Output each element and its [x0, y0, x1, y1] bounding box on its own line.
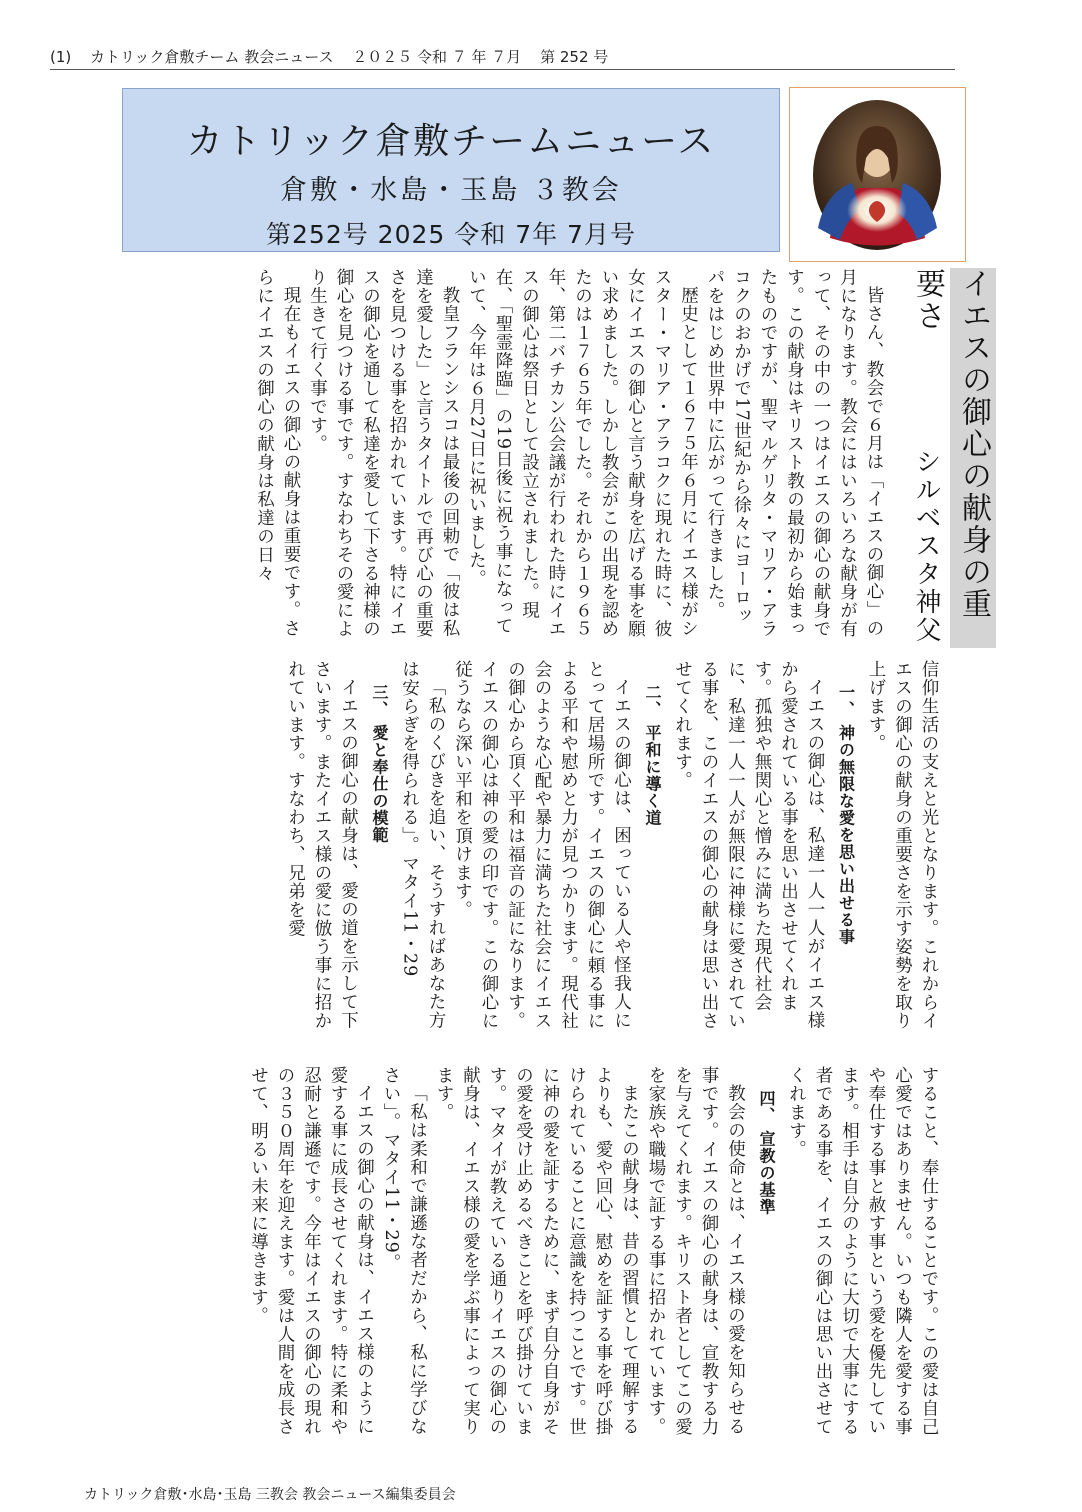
body-paragraph: イエスの御心の献身は、愛の道を示して下さいます。またイエス様の愛に倣う事に招かれています。すなわち、兄弟を愛 — [285, 660, 359, 1030]
header-team: カトリック倉敷チーム 教会ニュース — [90, 48, 334, 66]
body-paragraph: 信仰生活の支えと光となります。これからイエスの御心の献身の重要さを示す姿勢を取り上げます。 — [866, 660, 939, 1030]
body-paragraph: イエスの御心の献身は、イエス様のように愛する事に成長させてくれます。特に柔和や忍耐と謙遜です。今年はイエスの御心の現れの３５０周年を迎えます。愛は人間を成長させて、明るい未来に導きます。 — [248, 1066, 375, 1436]
body-paragraph: すること、奉仕することです。この愛は自己心愛ではありません。いつも隣人を愛する事や奉仕する事と赦す事という愛を優先しています。相手は自分のように大切で大事にする者である事を、イエスの御心は思い出させてくれます。 — [786, 1066, 939, 1436]
masthead-issue: 第252号 2025 令和 7年 7月号 — [266, 220, 636, 249]
masthead-title: カトリック倉敷チームニュース — [186, 121, 716, 162]
body-paragraph: 歴史として１６７５年６月にイエス様がシスター・マリア・アラコクに現れた時に、彼女にイエスの御心と言う献身を広げる事を願い求めました。しかし教会がこの出現を認めたのは１７６５年でした。それから１９６５年、第二バチカン公会議が行われた時にイエスの御心は祭日として設立されました。現在、「聖霊降臨」の19日後に祝う事になっていて、今年は６月27日に祝いました。 — [466, 268, 699, 638]
article-author: シルベスタ神父 — [911, 448, 941, 644]
body-paragraph: またこの献身は、昔の習慣として理解するよりも、愛や回心、慰めを証する事を呼び掛けられていることに意識を持つことです。世に神の愛を証するために、まず自分自身がその愛を受け止めるべきことを呼び掛けています。マタイが教えている通りイエスの御心の献身は、イエス様の愛を学ぶ事によって実ります。 — [434, 1066, 640, 1436]
header-rule — [50, 69, 955, 70]
sacred-heart-illustration — [790, 88, 965, 261]
masthead-subtitle: 倉敷・水島・玉島 ３教会 — [280, 175, 622, 206]
body-paragraph: 皆さん、教会で６月は「イエスの御心」の月になります。教会にはいろいろな献身が有って、その中の一つはイエスの御心の献身です。この献身はキリスト教の最初から始まったものですが、聖マルゲリタ・マリア・アラコクのおかげで17世紀から徐々にヨーロッパをはじめ世界中に広がって行きました。 — [705, 268, 884, 638]
body-paragraph: 教皇フランシスコは最後の回勅で「彼は私達を愛した」と言うタイトルで再び心の重要さを見つける事を招かれています。特にイエスの御心を通して私達を愛して下さる神様の御心を見つける事です。すなわちその愛により生きて行く事です。 — [307, 268, 460, 638]
text-column-lower — [92, 1066, 942, 1446]
footer-credit: カトリック倉敷･水島･玉島 三教会 教会ニュース編集委員会 — [84, 1487, 456, 1503]
sacred-heart-image — [789, 87, 966, 262]
body-paragraph: イエスの御心は、私達一人一人がイエス様から愛されている事を思い出させてくれます。孤独や無関心と憎みに満ちた現代社会に、私達一人一人が無限に神様に愛されている事を、このイエスの御心の献身は思い出させてくれます。 — [672, 660, 825, 1030]
body-paragraph: イエスの御心は、困っている人や怪我人にとって居場所です。イエスの御心に頼る事による平和や慰めと力が見つかります。現代社会のような心配や暴力に満ちた社会にイエスの御心から頂く平和は福音の証になります。イエスの御心は神の愛の印です。この御心に従うなら深い平和を頂けます。 — [452, 660, 632, 1030]
body-paragraph: 教会の使命とは、イエス様の愛を知らせる事です。イエスの御心の献身は、宣教する力を与えてくれます。キリスト者としてこの愛を家族や職場で証する事に招かれています。 — [646, 1066, 746, 1436]
text-column-middle — [92, 660, 942, 1045]
page-number: (1) — [50, 48, 72, 66]
section-heading: 三、 愛と奉仕の模範 — [370, 684, 389, 844]
text-column-upper — [92, 268, 887, 640]
masthead — [122, 88, 780, 252]
header-issue: 第 252 号 — [540, 48, 609, 66]
body-paragraph: 現在もイエスの御心の献身は重要です。さらにイエスの御心の献身は私達の日々 — [254, 268, 301, 637]
body-paragraph: 「私は柔和で謙遜な者だから、私に学びなさい」。マタイ11・29。 — [381, 1066, 428, 1435]
section-heading: 四、 宣教の基準 — [757, 1090, 776, 1216]
section-heading: 一、 神の無限な愛を思い出せる事 — [836, 684, 856, 946]
body-paragraph: 「私のくびきを追い、そうすればあなた方は安らぎを得られる」。マタイ11・29 — [399, 660, 446, 1029]
header-date: ２０２５ 令和 ７ 年 ７月 — [352, 48, 522, 66]
article-title: イエスの御心の献身の重要さ — [950, 268, 996, 648]
section-heading: 二、 平和に導く道 — [643, 684, 662, 827]
